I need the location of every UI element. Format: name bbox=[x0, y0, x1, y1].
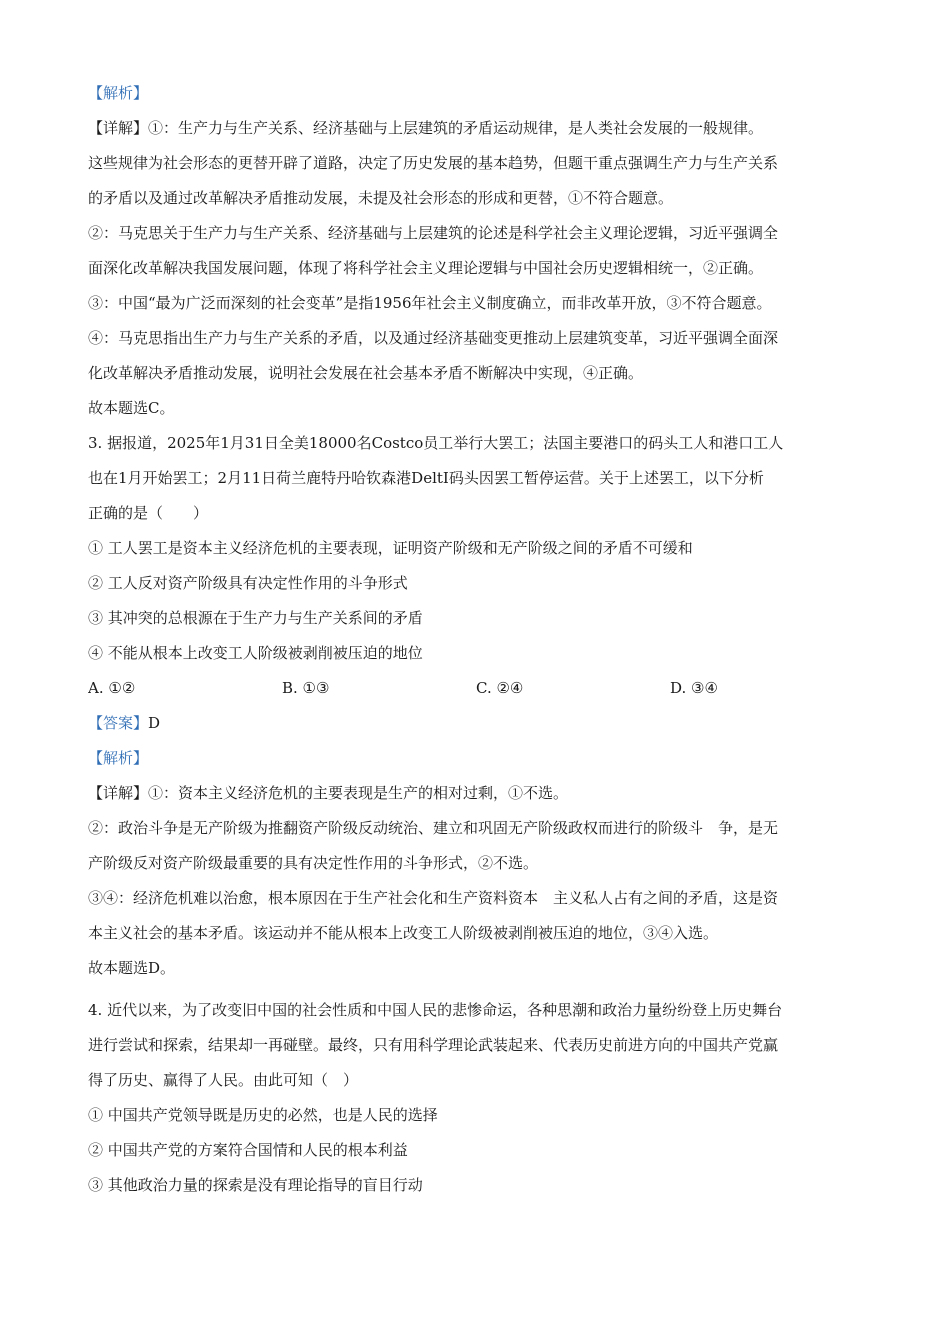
option-d: D. ③④ bbox=[670, 679, 718, 697]
statement: ① 工人罢工是资本主义经济危机的主要表现，证明资产阶级和无产阶级之间的矛盾不可缓和 bbox=[88, 539, 693, 557]
option-a: A. ①② bbox=[88, 679, 136, 697]
analysis-line: 的矛盾以及通过改革解决矛盾推动发展，未提及社会形态的形成和更替，①不符合题意。 bbox=[88, 189, 674, 207]
analysis-line: 产阶级反对资产阶级最重要的具有决定性作用的斗争形式，②不选。 bbox=[88, 854, 539, 872]
conclusion: 故本题选C。 bbox=[88, 399, 175, 417]
detail-tag: 【详解】 bbox=[88, 784, 149, 802]
answer-value: D bbox=[148, 714, 161, 732]
answer-tag: 【答案】 bbox=[88, 714, 149, 732]
question-stem: 4. 近代以来，为了改变旧中国的社会性质和中国人民的悲惨命运，各种思潮和政治力量纷纷登上历史舞台 bbox=[88, 1001, 783, 1019]
analysis-line: ③：中国“最为广泛而深刻的社会变革”是指1956年社会主义制度确立，而非改革开放，③不符合题意。 bbox=[88, 294, 772, 312]
statement: ① 中国共产党领导既是历史的必然，也是人民的选择 bbox=[88, 1106, 438, 1124]
detail-tag: 【详解】 bbox=[88, 119, 149, 137]
statement: ④ 不能从根本上改变工人阶级被剥削被压迫的地位 bbox=[88, 644, 423, 662]
analysis-line: ②：政治斗争是无产阶级为推翻资产阶级反动统治、建立和巩固无产阶级政权而进行的阶级斗 争，是无 bbox=[88, 819, 779, 837]
question-stem: 正确的是（ ） bbox=[88, 504, 209, 522]
analysis-line: 面深化改革解决我国发展问题，体现了将科学社会主义理论逻辑与中国社会历史逻辑相统一，②正确。 bbox=[88, 259, 764, 277]
statement: ② 工人反对资产阶级具有决定性作用的斗争形式 bbox=[88, 574, 408, 592]
statement: ③ 其他政治力量的探索是没有理论指导的盲目行动 bbox=[88, 1176, 423, 1194]
analysis-line: 本主义社会的基本矛盾。该运动并不能从根本上改变工人阶级被剥削被压迫的地位，③④入选。 bbox=[88, 924, 719, 942]
statement: ② 中国共产党的方案符合国情和人民的根本利益 bbox=[88, 1141, 408, 1159]
analysis-line: 这些规律为社会形态的更替开辟了道路，决定了历史发展的基本趋势，但题干重点强调生产力与生产关系 bbox=[88, 154, 779, 172]
conclusion: 故本题选D。 bbox=[88, 959, 176, 977]
option-b: B. ①③ bbox=[282, 679, 330, 697]
analysis-line: ②：马克思关于生产力与生产关系、经济基础与上层建筑的论述是科学社会主义理论逻辑，习近平强调全 bbox=[88, 224, 779, 242]
answer-line bbox=[88, 713, 864, 733]
answer-options bbox=[88, 678, 864, 698]
analysis-line: 【详解】①：资本主义经济危机的主要表现是生产的相对过剩，①不选。 bbox=[88, 784, 569, 802]
analysis-line: ④：马克思指出生产力与生产关系的矛盾，以及通过经济基础变更推动上层建筑变革，习近平强调全面深 bbox=[88, 329, 779, 347]
option-c: C. ②④ bbox=[476, 679, 524, 697]
question-stem: 3. 据报道，2025年1月31日全美18000名Costco员工举行大罢工；法国主要港口的码头工人和港口工人 bbox=[88, 434, 784, 452]
question-stem: 进行尝试和探索，结果却一再碰壁。最终，只有用科学理论武装起来、代表历史前进方向的中国共产党赢 bbox=[88, 1036, 779, 1054]
analysis-tag: 【解析】 bbox=[88, 84, 149, 102]
analysis-line: ③④：经济危机难以治愈，根本原因在于生产社会化和生产资料资本 主义私人占有之间的矛盾，这是资 bbox=[88, 889, 779, 907]
statement: ③ 其冲突的总根源在于生产力与生产关系间的矛盾 bbox=[88, 609, 423, 627]
question-stem: 也在1月开始罢工；2月11日荷兰鹿特丹哈钦森港DeltI码头因罢工暂停运营。关于上述罢工，以下分析 bbox=[88, 469, 764, 487]
analysis-tag: 【解析】 bbox=[88, 749, 149, 767]
analysis-line: 【详解】①：生产力与生产关系、经济基础与上层建筑的矛盾运动规律，是人类社会发展的一般规律。 bbox=[88, 119, 764, 137]
question-stem: 得了历史、赢得了人民。由此可知（ ） bbox=[88, 1071, 359, 1089]
analysis-line: 化改革解决矛盾推动发展，说明社会发展在社会基本矛盾不断解决中实现，④正确。 bbox=[88, 364, 644, 382]
